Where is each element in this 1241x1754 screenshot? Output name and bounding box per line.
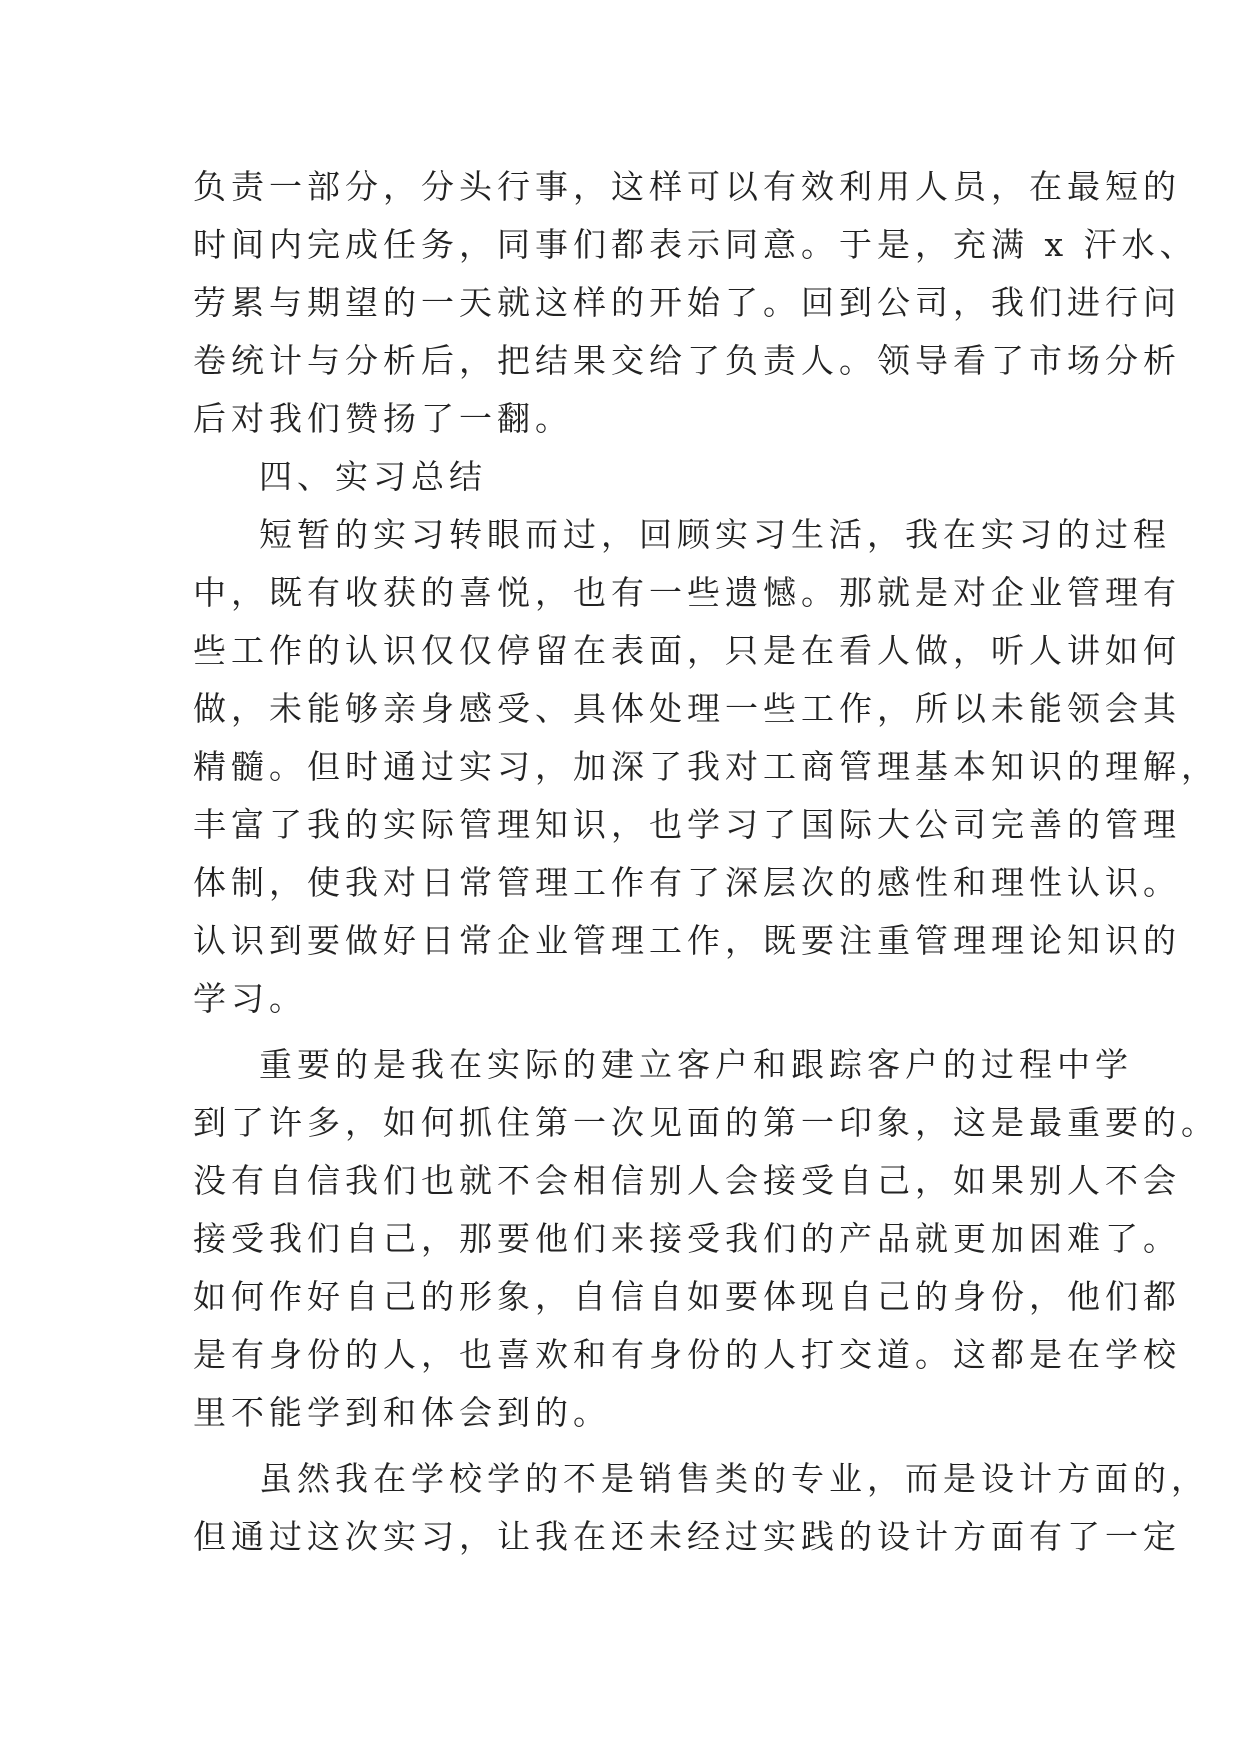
text-line: 到了许多，如何抓住第一次见面的第一印象，这是最重要的。	[193, 1103, 1219, 1142]
document-body	[193, 158, 1219, 1566]
text-line: 学习。	[193, 979, 307, 1018]
section-heading: 四、实习总结	[259, 457, 487, 496]
text-line: 精髓。但时通过实习，加深了我对工商管理基本知识的理解，	[193, 747, 1219, 786]
paragraph-2	[193, 506, 1219, 1028]
paragraph-gap	[193, 1442, 1053, 1450]
text-line: 负责一部分，分头行事，这样可以有效利用人员，在最短的	[193, 167, 1181, 206]
text-line: 后对我们赞扬了一翻。	[193, 399, 573, 438]
text-line: 中，既有收获的喜悦，也有一些遗憾。那就是对企业管理有	[193, 573, 1181, 612]
text-line: 是有身份的人，也喜欢和有身份的人打交道。这都是在学校	[193, 1335, 1181, 1374]
text-line: 丰富了我的实际管理知识，也学习了国际大公司完善的管理	[193, 805, 1181, 844]
text-line: 没有自信我们也就不会相信别人会接受自己，如果别人不会	[193, 1161, 1181, 1200]
paragraph-gap	[193, 1028, 1053, 1036]
text-line: 体制，使我对日常管理工作有了深层次的感性和理性认识。	[193, 863, 1181, 902]
paragraph-1	[193, 158, 1198, 448]
paragraph-4	[193, 1450, 1209, 1566]
text-line: 时间内完成任务，同事们都表示同意。于是，充满 x 汗水、	[193, 225, 1198, 264]
text-line: 劳累与期望的一天就这样的开始了。回到公司，我们进行问	[193, 283, 1181, 322]
text-line: 虽然我在学校学的不是销售类的专业，而是设计方面的，	[259, 1459, 1209, 1498]
text-line: 做，未能够亲身感受、具体处理一些工作，所以未能领会其	[193, 689, 1181, 728]
text-line: 卷统计与分析后，把结果交给了负责人。领导看了市场分析	[193, 341, 1181, 380]
text-line: 里不能学到和体会到的。	[193, 1393, 611, 1432]
paragraph-3	[193, 1036, 1219, 1442]
text-line: 重要的是我在实际的建立客户和跟踪客户的过程中学	[259, 1045, 1133, 1084]
text-line: 但通过这次实习，让我在还未经过实践的设计方面有了一定	[193, 1517, 1181, 1556]
text-line: 认识到要做好日常企业管理工作，既要注重管理理论知识的	[193, 921, 1181, 960]
text-line: 如何作好自己的形象，自信自如要体现自己的身份，他们都	[193, 1277, 1181, 1316]
text-line: 些工作的认识仅仅停留在表面，只是在看人做，听人讲如何	[193, 631, 1181, 670]
text-line: 短暂的实习转眼而过，回顾实习生活，我在实习的过程	[259, 515, 1171, 554]
text-line: 接受我们自己，那要他们来接受我们的产品就更加困难了。	[193, 1219, 1181, 1258]
